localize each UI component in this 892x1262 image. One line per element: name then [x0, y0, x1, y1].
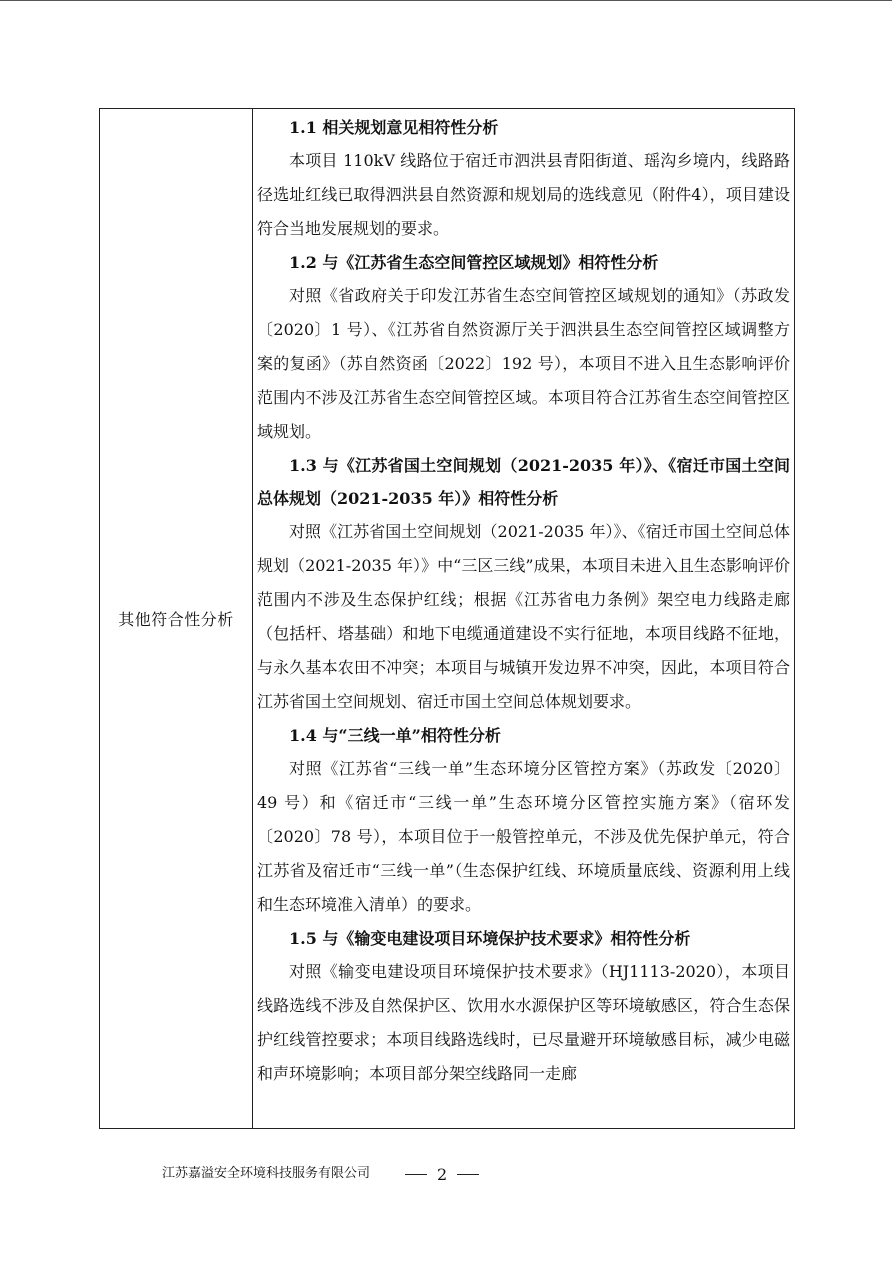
analysis-content-cell [253, 109, 794, 1128]
section-1-2 [257, 246, 790, 449]
page-dash-left [405, 1174, 427, 1175]
section-paragraph: 对照《省政府关于印发江苏省生态空间管控区域规划的通知》（苏政发〔2020〕1 号）、《江苏省自然资源厅关于泗洪县生态空间管控区域调整方案的复函》（苏自然资函〔2022〕192 号），本项目不进入且生态影响评价范围内不涉及江苏省生态空间管控区域。本项目符合江苏省生态空间管控区域规划。 [257, 286, 790, 441]
top-border-line [0, 0, 892, 1]
section-heading: 1.1 相关规划意见相符性分析 [289, 118, 499, 137]
section-paragraph: 对照《江苏省“三线一单”生态环境分区管控方案》（苏政发〔2020〕49 号）和《宿迁市“三线一单”生态环境分区管控实施方案》（宿环发〔2020〕78 号），本项目位于一般管控单元，不涉及优先保护单元，符合江苏省及宿迁市“三线一单”（生态保护红线、环境质量底线、资源利用上线和生态环境准入清单）的要求。 [257, 759, 790, 914]
section-paragraph: 对照《江苏省国土空间规划（2021-2035 年）》、《宿迁市国土空间总体规划（2021-2035 年）》中“三区三线”成果，本项目未进入且生态影响评价范围内不涉及生态保护红线；根据《江苏省电力条例》架空电力线路走廊（包括杆、塔基础）和地下电缆通道建设不实行征地，本项目线路不征地，与永久基本农田不冲突；本项目与城镇开发边界不冲突，因此，本项目符合江苏省国土空间规划、宿迁市国土空间总体规划要求。 [257, 522, 790, 711]
footer-page-number [405, 1165, 479, 1184]
row-label-cell [100, 109, 253, 1128]
footer-company-name: 江苏嘉溢安全环境科技服务有限公司 [162, 1166, 371, 1181]
page-number: 2 [437, 1165, 448, 1184]
section-heading: 1.2 与《江苏省生态空间管控区域规划》相符性分析 [289, 253, 659, 272]
section-1-3 [257, 449, 790, 719]
section-1-1 [257, 111, 790, 246]
compliance-table [99, 108, 795, 1129]
section-heading: 1.3 与《江苏省国土空间规划（2021-2035 年）》、《宿迁市国土空间总体规划（2021-2035 年）》相符性分析 [257, 456, 790, 508]
row-label: 其他符合性分析 [118, 610, 234, 629]
section-heading: 1.4 与“三线一单”相符性分析 [289, 726, 501, 745]
section-1-5 [257, 922, 790, 1091]
section-paragraph: 对照《输变电建设项目环境保护技术要求》（HJ1113-2020），本项目线路选线不涉及自然保护区、饮用水水源保护区等环境敏感区，符合生态保护红线管控要求；本项目线路选线时，已尽量避开环境敏感目标，减少电磁和声环境影响；本项目部分架空线路同一走廊 [257, 962, 790, 1083]
section-1-4 [257, 719, 790, 922]
section-paragraph: 本项目 110kV 线路位于宿迁市泗洪县青阳街道、瑶沟乡境内，线路路径选址红线已取得泗洪县自然资源和规划局的选线意见（附件4），项目建设符合当地发展规划的要求。 [257, 151, 790, 238]
page-dash-right [457, 1174, 479, 1175]
section-heading: 1.5 与《输变电建设项目环境保护技术要求》相符性分析 [289, 929, 691, 948]
